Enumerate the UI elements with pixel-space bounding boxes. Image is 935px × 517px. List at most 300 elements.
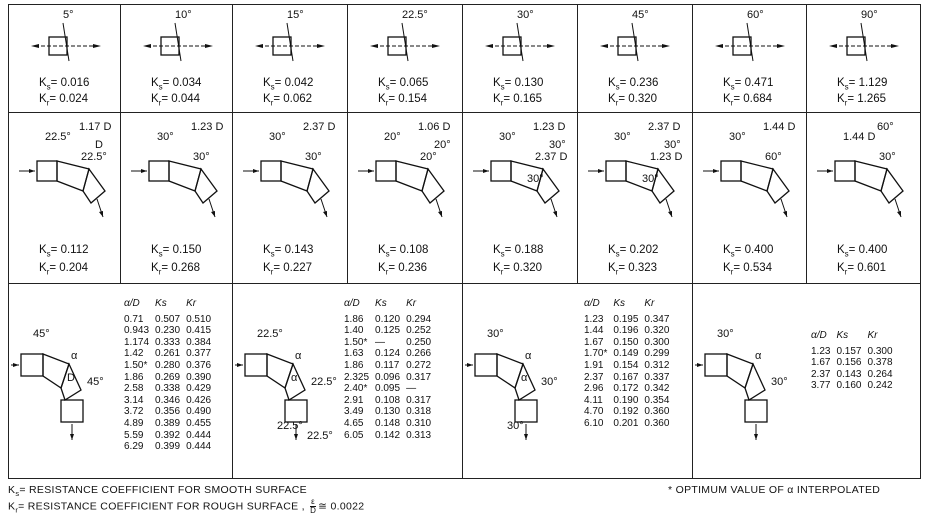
outlet-segment: [422, 169, 444, 203]
compound-miter-cell: [577, 112, 693, 284]
table-cell: 0.360: [644, 406, 670, 418]
table-row: [581, 418, 672, 430]
geometry-label: 30°: [642, 173, 659, 185]
table-cell: 0.167: [613, 371, 639, 383]
table-cell: 0.117: [375, 359, 400, 371]
inlet-arrow: [467, 363, 473, 367]
table-cell: 0.280: [155, 359, 181, 371]
table-cell: 0.313: [406, 429, 432, 441]
table-cell: 0.143: [836, 368, 862, 380]
single-miter-cell: [692, 4, 807, 113]
inlet-pipe: [49, 37, 67, 55]
geometry-label: 1.44 D: [843, 131, 876, 143]
table-cell: 0.095: [375, 383, 401, 395]
table-row: [581, 325, 672, 337]
table-row: [341, 325, 434, 337]
geometry-label: 22.5°: [81, 151, 107, 163]
series-miter-cell: [692, 283, 921, 479]
table-cell: 1.67: [584, 336, 604, 348]
table-cell: 0.347: [644, 313, 670, 325]
table-cell: 0.376: [186, 359, 212, 371]
table-cell: 1.86: [344, 359, 364, 371]
geometry-label: 1.23 D: [533, 121, 566, 133]
table-row: [581, 406, 672, 418]
table-cell: 1.23: [584, 313, 604, 325]
table-row: [121, 325, 214, 337]
table-cell: 0.299: [644, 348, 670, 360]
inlet-arrow: [31, 44, 39, 48]
inlet-arrow: [697, 363, 703, 367]
table-cell: 1.42: [124, 348, 144, 360]
single-miter-cell: [232, 4, 348, 113]
table-row: [808, 380, 896, 392]
single-miter-cell: [577, 4, 693, 113]
table-header: Kr: [186, 298, 197, 309]
inlet-pipe: [37, 161, 57, 181]
table-cell: 0.318: [406, 406, 432, 418]
inlet-pipe: [503, 37, 521, 55]
compound-miter-cell: [347, 112, 463, 284]
geometry-label: α: [755, 350, 762, 362]
geometry-label: 30°: [527, 173, 544, 185]
geometry-label: 1.23 D: [650, 151, 683, 163]
single-miter-cell: [347, 4, 463, 113]
table-header: Kr: [644, 298, 655, 309]
geometry-label: 22.5°: [257, 328, 283, 340]
bend-angle-label: 60°: [747, 9, 764, 21]
geometry-label: 45°: [87, 376, 104, 388]
table-row: [581, 348, 672, 360]
geometry-label: 30°: [771, 376, 788, 388]
table-row: [121, 383, 214, 395]
table-row: [581, 337, 672, 349]
table-cell: 4.65: [344, 417, 364, 429]
miter-segment: [745, 364, 765, 400]
kr-value: $K_r= 0.534$: [723, 262, 773, 277]
table-cell: 0.346: [155, 394, 181, 406]
table-cell: 0.444: [186, 429, 212, 441]
table-cell: 0.399: [155, 441, 181, 453]
outlet-arrow: [294, 434, 298, 440]
geometry-label: α: [525, 350, 532, 362]
kr-value: $K_r= 0.320$: [493, 262, 543, 277]
table-cell: 0.150: [613, 336, 639, 348]
table-cell: 0.507: [155, 313, 181, 325]
table-cell: 2.96: [584, 383, 604, 395]
table-cell: 1.67: [811, 357, 831, 369]
outlet-arrow: [553, 211, 557, 217]
inlet-pipe: [21, 354, 43, 376]
outlet-pipe: [515, 400, 537, 422]
table-cell: 1.174: [124, 336, 150, 348]
table-cell: 4.11: [584, 394, 603, 406]
geometry-label: 60°: [877, 121, 894, 133]
bend-angle-label: 45°: [632, 9, 649, 21]
single-miter-cell: [462, 4, 578, 113]
inlet-pipe: [606, 161, 626, 181]
inlet-arrow: [485, 44, 493, 48]
table-cell: 0.196: [613, 325, 639, 337]
inlet-pipe: [149, 161, 169, 181]
inlet-pipe: [847, 37, 865, 55]
kr-value: $K_r= 0.024$: [39, 93, 89, 108]
ks-value: $K_s= 0.016$: [39, 77, 90, 92]
geometry-label: 30°: [729, 131, 746, 143]
kr-value: $K_r= 0.320$: [608, 93, 658, 108]
table-row: [121, 348, 214, 360]
kr-value: $K_r= 1.265$: [837, 93, 887, 108]
geometry-label: 30°: [541, 376, 558, 388]
table-cell: 0.390: [186, 371, 212, 383]
table-row: [341, 360, 434, 372]
table-cell: 1.40: [344, 325, 364, 337]
table-cell: 1.91: [584, 359, 604, 371]
geometry-label: 2.37 D: [648, 121, 681, 133]
outlet-segment: [767, 169, 789, 203]
table-row: [581, 372, 672, 384]
table-cell: 1.50*: [344, 336, 368, 348]
table-cell: 0.360: [644, 417, 670, 429]
inlet-arrow: [29, 169, 35, 173]
table-row: [808, 346, 896, 358]
table-cell: 0.317: [406, 371, 432, 383]
outlet-segment: [195, 169, 217, 203]
geometry-label: 30°: [487, 328, 504, 340]
compound-miter-cell: [232, 112, 348, 284]
table-cell: 0.310: [406, 417, 432, 429]
ks-value: $K_s= 0.236$: [608, 77, 659, 92]
table-cell: 0.142: [375, 429, 401, 441]
miter-segment: [43, 354, 69, 388]
table-cell: 1.70*: [584, 348, 608, 360]
kr-value: $K_r= 0.165$: [493, 93, 543, 108]
table-row: [581, 360, 672, 372]
ks-value: $K_s= 0.042$: [263, 77, 314, 92]
kr-value: $K_r= 0.601$: [837, 262, 887, 277]
table-cell: 0.252: [406, 325, 432, 337]
table-row: [341, 430, 434, 442]
table-header-row: [121, 298, 214, 314]
table-row: [341, 395, 434, 407]
kr-value: $K_r= 0.227$: [263, 262, 313, 277]
outlet-arrow: [432, 44, 440, 48]
outlet-pipe: [285, 400, 307, 422]
table-row: [341, 348, 434, 360]
table-cell: 0.384: [186, 336, 212, 348]
table-row: [581, 395, 672, 407]
table-row: [121, 406, 214, 418]
table-cell: —: [375, 336, 386, 348]
inlet-arrow: [141, 169, 147, 173]
table-cell: 0.264: [867, 368, 893, 380]
geometry-label: 20°: [434, 139, 451, 151]
geometry-label: 30°: [157, 131, 174, 143]
inlet-pipe: [618, 37, 636, 55]
table-row: [121, 395, 214, 407]
outlet-arrow: [777, 44, 785, 48]
table-cell: 4.70: [584, 406, 604, 418]
table-cell: 1.86: [344, 313, 364, 325]
ks-value: $K_s= 0.150$: [151, 244, 202, 259]
inlet-arrow: [600, 44, 608, 48]
table-header: α/D: [344, 298, 360, 309]
kr-value: $K_r= 0.204$: [39, 262, 89, 277]
table-cell: 0.149: [613, 348, 639, 360]
inlet-pipe: [475, 354, 497, 376]
inlet-arrow: [598, 169, 604, 173]
table-cell: 0.317: [406, 394, 432, 406]
outlet-arrow: [93, 44, 101, 48]
table-cell: —: [406, 383, 417, 395]
miter-segment: [497, 354, 523, 388]
table-cell: 1.63: [344, 348, 364, 360]
ks-value: $K_s= 0.400$: [723, 244, 774, 259]
table-row: [581, 314, 672, 326]
table-cell: 0.096: [375, 371, 401, 383]
geometry-label: 30°: [879, 151, 896, 163]
table-row: [341, 406, 434, 418]
outlet-segment: [307, 169, 329, 203]
table-cell: 0.160: [836, 380, 862, 392]
table-cell: 0.300: [867, 345, 893, 357]
inlet-arrow: [255, 44, 263, 48]
ks-value: $K_s= 0.108$: [378, 244, 429, 259]
inlet-pipe: [491, 161, 511, 181]
outlet-pipe: [745, 400, 767, 422]
series-miter-cell: [8, 283, 233, 479]
compound-miter-cell: [462, 112, 578, 284]
table-header: Kr: [406, 298, 417, 309]
series-miter-cell: [462, 283, 693, 479]
compound-miter-cell: [692, 112, 807, 284]
table-header-row: [808, 330, 896, 346]
table-cell: 2.37: [584, 371, 604, 383]
geometry-label: D: [67, 372, 75, 384]
inlet-pipe: [705, 354, 727, 376]
table-header: Kr: [867, 330, 878, 341]
kr-value: $K_r= 0.684$: [723, 93, 773, 108]
geometry-label: 1.06 D: [418, 121, 451, 133]
outlet-arrow: [211, 211, 215, 217]
table-cell: 0.444: [186, 441, 212, 453]
geometry-label: 30°: [499, 131, 516, 143]
table-cell: 0.455: [186, 417, 212, 429]
table-header: Ks: [836, 330, 849, 341]
table-cell: 6.10: [584, 417, 604, 429]
table-cell: 6.29: [124, 441, 144, 453]
coefficient-table: [341, 298, 434, 441]
table-cell: 0.242: [867, 380, 893, 392]
single-miter-cell: [806, 4, 921, 113]
table-cell: 0.269: [155, 371, 181, 383]
table-cell: 0.172: [613, 383, 639, 395]
outlet-arrow: [662, 44, 670, 48]
table-header: α/D: [811, 330, 827, 341]
table-cell: 6.05: [344, 429, 364, 441]
table-cell: 0.312: [644, 359, 670, 371]
ks-value: $K_s= 0.143$: [263, 244, 314, 259]
outlet-arrow: [891, 44, 899, 48]
table-cell: 3.14: [124, 394, 144, 406]
table-cell: 2.37: [811, 368, 831, 380]
inlet-pipe: [261, 161, 281, 181]
table-cell: 1.50*: [124, 359, 148, 371]
outlet-arrow: [783, 211, 787, 217]
table-header-row: [581, 298, 672, 314]
inlet-arrow: [143, 44, 151, 48]
ks-value: $K_s= 0.400$: [837, 244, 888, 259]
bend-angle-label: 90°: [861, 9, 878, 21]
inlet-arrow: [827, 169, 833, 173]
table-cell: 0.124: [375, 348, 401, 360]
geometry-label: 20°: [384, 131, 401, 143]
table-row: [121, 372, 214, 384]
inlet-pipe: [245, 354, 267, 376]
geometry-label: 30°: [305, 151, 322, 163]
table-cell: 0.272: [406, 359, 432, 371]
table-cell: 3.49: [344, 406, 364, 418]
geometry-label: 60°: [765, 151, 782, 163]
table-cell: 0.356: [155, 406, 181, 418]
ks-value: $K_s= 0.188$: [493, 244, 544, 259]
geometry-label: 22.5°: [45, 131, 71, 143]
table-row: [121, 360, 214, 372]
geometry-label: D: [95, 139, 103, 151]
ks-value: $K_s= 0.065$: [378, 77, 429, 92]
outlet-arrow: [70, 434, 74, 440]
kr-value: $K_r= 0.323$: [608, 262, 658, 277]
table-cell: 0.71: [124, 313, 144, 325]
series-miter-cell: [232, 283, 463, 479]
inlet-arrow: [713, 169, 719, 173]
kr-value: $K_r= 0.154$: [378, 93, 428, 108]
table-header: Ks: [613, 298, 626, 309]
outlet-arrow: [547, 44, 555, 48]
geometry-label: α: [521, 372, 528, 384]
table-cell: 0.190: [613, 394, 639, 406]
table-row: [341, 372, 434, 384]
footer-kr-definition: $K_r=$ RESISTANCE COEFFICIENT FOR ROUGH SURFACE , $\frac{\varepsilon}{D}$ ≅ 0.0022: [8, 497, 365, 515]
table-cell: 0.261: [155, 348, 181, 360]
table-cell: 0.148: [375, 417, 401, 429]
single-miter-cell: [120, 4, 233, 113]
table-cell: 0.392: [155, 429, 181, 441]
table-header: α/D: [584, 298, 600, 309]
geometry-label: 30°: [549, 139, 566, 151]
table-row: [341, 418, 434, 430]
bend-angle-label: 15°: [287, 9, 304, 21]
geometry-label: 30°: [507, 420, 524, 432]
bend-angle-label: 30°: [517, 9, 534, 21]
ks-value: $K_s= 0.034$: [151, 77, 202, 92]
table-header: Ks: [155, 298, 167, 309]
table-cell: 0.378: [867, 357, 893, 369]
outlet-segment: [83, 169, 105, 203]
table-row: [121, 314, 214, 326]
table-cell: 1.86: [124, 371, 144, 383]
geometry-label: 1.17 D: [79, 121, 112, 133]
table-cell: 0.156: [836, 357, 862, 369]
inlet-pipe: [733, 37, 751, 55]
table-cell: 1.44: [584, 325, 604, 337]
table-cell: 2.325: [344, 371, 370, 383]
table-cell: 0.389: [155, 417, 181, 429]
table-cell: 0.266: [406, 348, 432, 360]
inlet-arrow: [483, 169, 489, 173]
inlet-arrow: [237, 363, 243, 367]
table-cell: 0.333: [155, 336, 181, 348]
geometry-label: 20°: [420, 151, 437, 163]
geometry-label: α: [291, 372, 298, 384]
inlet-arrow: [370, 44, 378, 48]
table-row: [581, 383, 672, 395]
outlet-arrow: [438, 211, 442, 217]
table-cell: 2.91: [344, 394, 364, 406]
inlet-pipe: [376, 161, 396, 181]
geometry-label: 22.5°: [311, 376, 337, 388]
table-row: [121, 430, 214, 442]
table-cell: 0.120: [375, 313, 401, 325]
outlet-arrow: [317, 44, 325, 48]
table-row: [121, 441, 214, 453]
table-cell: 0.490: [186, 406, 212, 418]
table-cell: 0.195: [613, 313, 639, 325]
geometry-label: α: [71, 350, 78, 362]
bend-angle-label: 5°: [63, 9, 74, 21]
geometry-label: α: [295, 350, 302, 362]
table-cell: 0.415: [186, 325, 212, 337]
table-cell: 0.300: [644, 336, 670, 348]
outlet-pipe: [61, 400, 83, 422]
inlet-pipe: [161, 37, 179, 55]
inlet-arrow: [715, 44, 723, 48]
footer-optimum-note: * OPTIMUM VALUE OF α INTERPOLATED: [668, 484, 881, 496]
geometry-label: 2.37 D: [535, 151, 568, 163]
compound-miter-cell: [806, 112, 921, 284]
table-cell: 0.154: [613, 359, 639, 371]
ks-value: $K_s= 1.129$: [837, 77, 888, 92]
compound-miter-cell: [120, 112, 233, 284]
inlet-arrow: [253, 169, 259, 173]
geometry-label: 2.37 D: [303, 121, 336, 133]
kr-value: $K_r= 0.062$: [263, 93, 313, 108]
outlet-arrow: [323, 211, 327, 217]
table-header: Ks: [375, 298, 387, 309]
geometry-label: 45°: [33, 328, 50, 340]
table-cell: 0.943: [124, 325, 150, 337]
table-row: [121, 418, 214, 430]
table-cell: 0.342: [644, 383, 670, 395]
coefficient-table: [121, 298, 214, 453]
ks-value: $K_s= 0.112$: [39, 244, 89, 259]
table-cell: 0.157: [836, 345, 862, 357]
bend-angle-label: 10°: [175, 9, 192, 21]
table-row: [121, 337, 214, 349]
outlet-segment: [881, 169, 903, 203]
table-cell: 0.354: [644, 394, 670, 406]
table-header-row: [341, 298, 434, 314]
kr-value: $K_r= 0.268$: [151, 262, 201, 277]
geometry-label: 22.5°: [277, 420, 303, 432]
coefficient-table: [581, 298, 672, 430]
geometry-label: 1.23 D: [191, 121, 224, 133]
table-cell: 0.192: [613, 406, 639, 418]
table-cell: 0.377: [186, 348, 212, 360]
table-cell: 4.89: [124, 417, 144, 429]
inlet-pipe: [721, 161, 741, 181]
ks-value: $K_s= 0.202$: [608, 244, 659, 259]
table-cell: 3.72: [124, 406, 144, 418]
